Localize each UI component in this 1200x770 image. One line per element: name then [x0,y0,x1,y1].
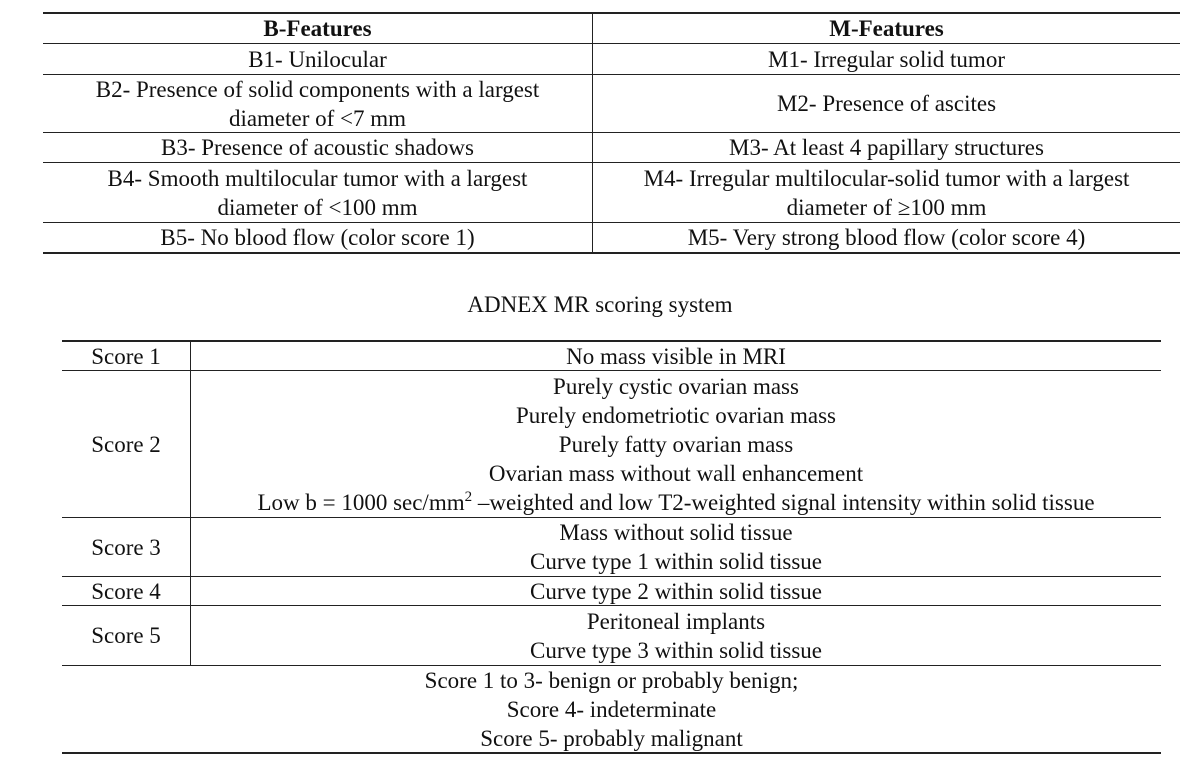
score-description: Mass without solid tissue Curve type 1 within solid tissue [530,520,822,574]
score-description: Purely cystic ovarian mass Purely endometriotic ovarian mass Purely fatty ovarian mass Ovarian mass without wall enhancement Low b = 1000 $\sec/mm^2$ –weighted and low T2-weighted signal intensity within solid tissue [257,373,1095,515]
b-feature-cell: B4- Smooth multilocular tumor with a largest diameter of <100 mm [107,165,528,220]
adnex-title: ADNEX MR scoring system [467,292,733,317]
score-description: Peritoneal implants Curve type 3 within solid tissue [530,608,822,663]
signal-intensity-line: Low b = 1000 $\sec/mm^2$ –weighted and low T2-weighted signal intensity within solid tissue [257,488,1095,515]
m-features-header: M-Features [829,16,944,41]
m-feature-cell: M4- Irregular multilocular-solid tumor with a largest diameter of ≥100 mm [643,165,1130,220]
score-description: Curve type 2 within solid tissue [530,578,822,604]
b-feature-cell: B5- No blood flow (color score 1) [160,225,475,250]
features-bottom-rule [43,252,1180,254]
b-feature-cell: B1- Unilocular [248,46,387,72]
score-label: Score 4 [91,578,161,604]
m-feature-cell: M3- At least 4 papillary structures [729,135,1044,160]
b-features-header: B-Features [263,16,372,41]
score-label: Score 1 [91,343,161,369]
b-feature-cell: B3- Presence of acoustic shadows [161,135,474,160]
m-feature-cell: M1- Irregular solid tumor [768,46,1005,72]
score-description: No mass visible in MRI [566,343,786,369]
m-feature-cell: M5- Very strong blood flow (color score 4) [687,225,1086,250]
score-label: Score 2 [91,431,161,457]
b-feature-cell: B2- Presence of solid components with a largest diameter of <7 mm [95,76,540,131]
m-feature-cell: M2- Presence of ascites [776,91,997,116]
score-interpretation-footer: Score 1 to 3- benign or probably benign; Score 4- indeterminate Score 5- probably malignant [424,667,799,751]
score-label: Score 3 [91,534,161,560]
score-label: Score 5 [91,623,161,648]
